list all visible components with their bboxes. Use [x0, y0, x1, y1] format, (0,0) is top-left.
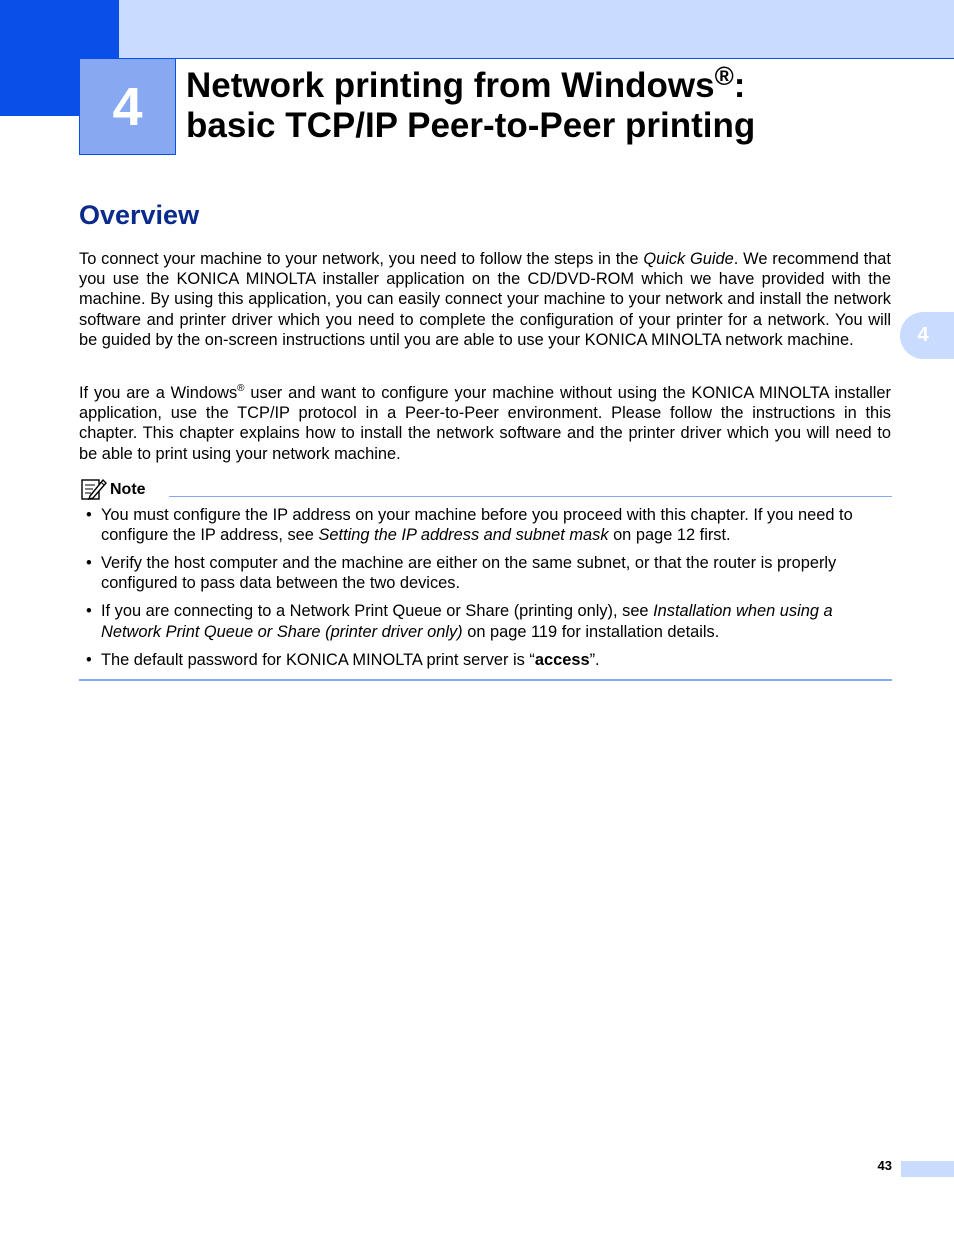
chapter-title-colon: : — [733, 66, 746, 105]
bullet: • — [86, 602, 92, 621]
footer-tab — [901, 1161, 954, 1177]
paragraph-text: . We recommend that you use the KONICA MINOLTA installer application on the CD/DVD-ROM which we have provided with the machine. By using this application, you can easily connect your machine to your network and install the network software and printer driver which you need to complete the configuration of your printer for a network. You will be guided by the on-screen instructions until you are able to use your KONICA MINOLTA network machine. — [79, 250, 891, 349]
registered-mark: ® — [237, 383, 245, 394]
note-text: on page 119 for installation details. — [462, 622, 720, 641]
note-label: Note — [110, 481, 146, 498]
list-item — [79, 601, 891, 641]
paragraph-text: user and want to configure your machine without using the KONICA MINOLTA installer application, use the TCP/IP protocol in a Peer-to-Peer environment. Please follow the instructions in this chapter. This chapter explains how to install the network software and the printer driver which you will need to be able to print using your network machine. — [79, 384, 891, 463]
note-divider — [169, 496, 892, 497]
note-header — [79, 477, 892, 501]
paragraph-text: If you are a Windows — [79, 384, 238, 402]
list-item — [79, 505, 891, 545]
note-text: If you are connecting to a Network Print Queue or Share (printing only), see — [101, 602, 654, 621]
chapter-side-tab — [900, 312, 954, 359]
cross-reference: Installation when using a Network Print Queue or Share (printer driver only) — [101, 602, 833, 641]
default-password: access — [534, 650, 590, 669]
list-item — [79, 650, 891, 670]
note-pencil-icon — [81, 477, 107, 501]
chapter-title-line1 — [186, 61, 746, 105]
cross-reference: Setting the IP address and subnet mask — [318, 526, 609, 545]
note-text: You must configure the IP address on your machine before you proceed with this chapter. If you need to configure the IP address, see — [101, 506, 853, 545]
chapter-number: 4 — [112, 76, 143, 137]
list-item — [79, 553, 891, 593]
note-text: ”. — [589, 650, 600, 669]
note-bottom-divider — [79, 679, 892, 681]
side-tab-label: 4 — [917, 324, 929, 346]
bullet: • — [86, 506, 92, 524]
chapter-number-box — [79, 58, 176, 155]
section-heading: Overview — [79, 200, 200, 230]
overview-paragraph-2 — [79, 383, 891, 464]
paragraph-text: To connect your machine to your network, you need to follow the steps in the — [79, 250, 644, 268]
overview-paragraph-1 — [79, 249, 891, 350]
header-band — [0, 0, 954, 59]
chapter-title-text: Network printing from Windows — [186, 66, 715, 105]
chapter-title — [186, 61, 756, 146]
chapter-title-line2: basic TCP/IP Peer-to-Peer printing — [186, 106, 756, 145]
note-text: The default password for KONICA MINOLTA print server is “ — [101, 650, 535, 669]
note-list — [79, 505, 891, 678]
bullet: • — [86, 650, 92, 669]
registered-mark: ® — [714, 61, 734, 91]
note-text: on page 12 first. — [608, 526, 731, 545]
page-number: 43 — [877, 1158, 892, 1173]
note-text: Verify the host computer and the machine are either on the same subnet, or that the router is properly configured to pass data between the two devices. — [101, 554, 837, 593]
bullet: • — [86, 554, 92, 573]
quick-guide-reference: Quick Guide — [643, 250, 734, 268]
